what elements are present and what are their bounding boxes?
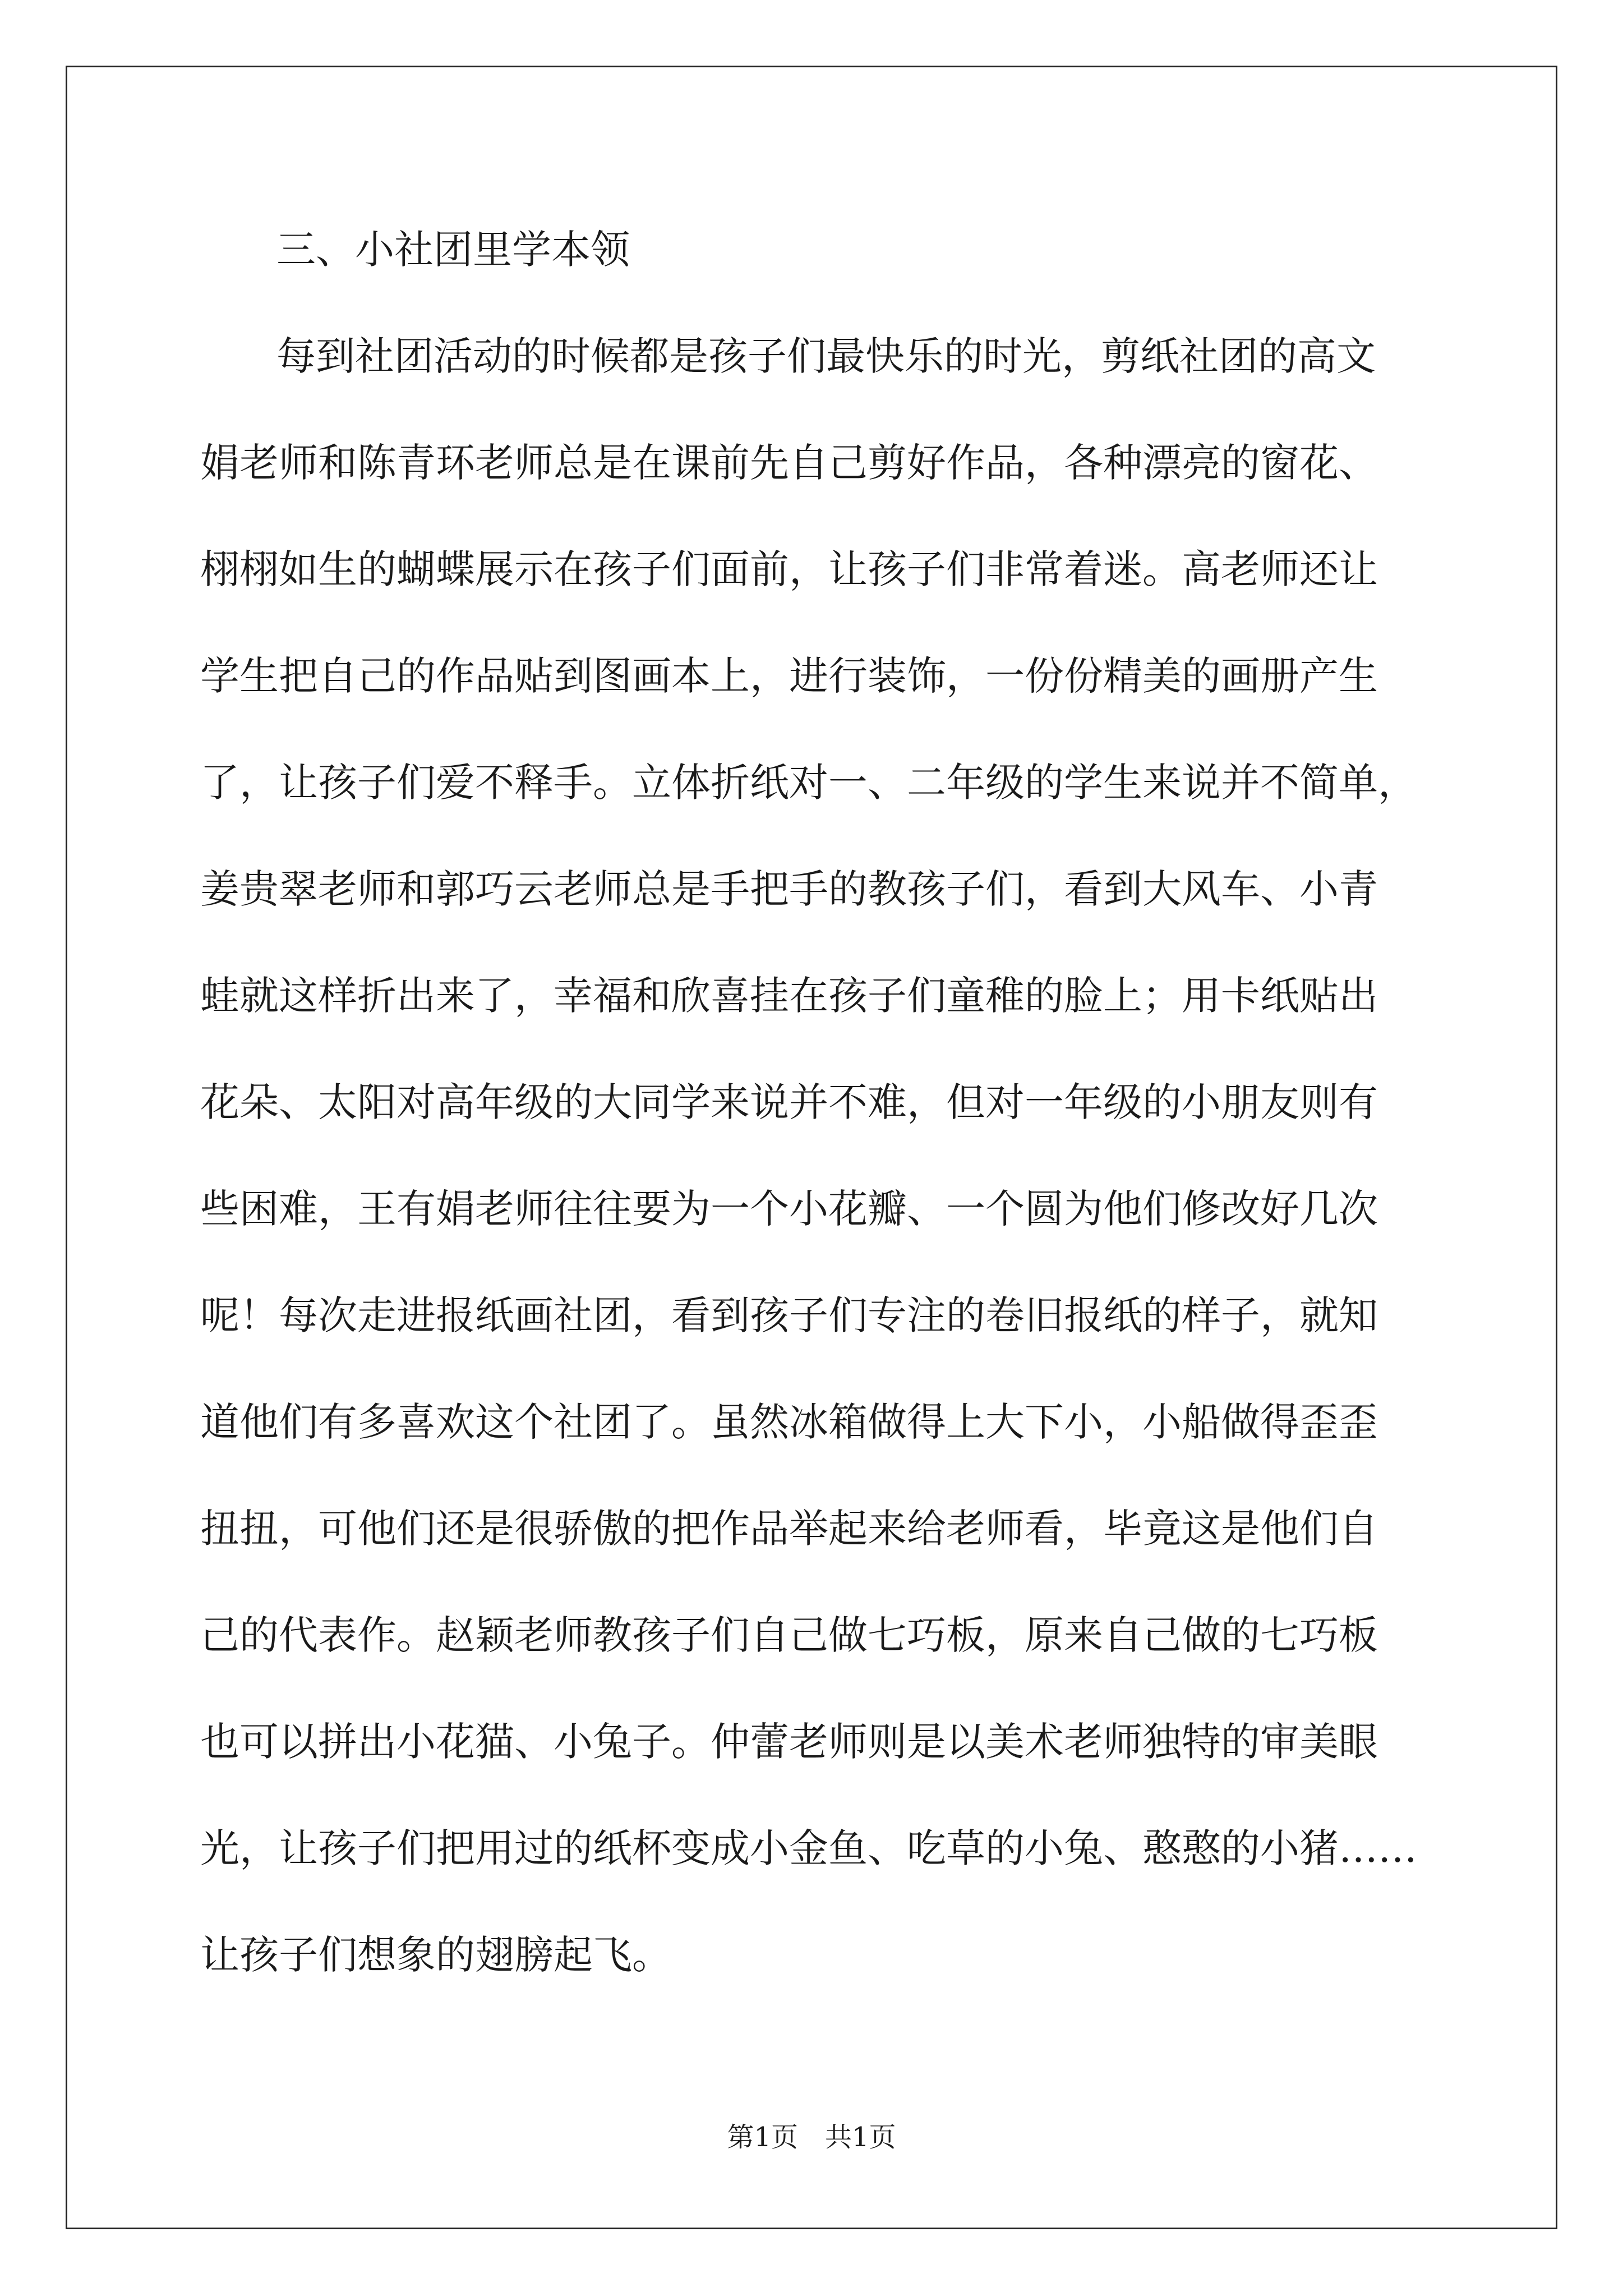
page-number-footer: 第1页 共1页 bbox=[727, 2122, 896, 2153]
page-border bbox=[66, 66, 1557, 2229]
paragraph-line: 栩栩如生的蝴蝶展示在孩子们面前，让孩子们非常着迷。高老师还让 bbox=[200, 546, 1378, 592]
paragraph-line: 花朵、太阳对高年级的大同学来说并不难，但对一年级的小朋友则有 bbox=[200, 1079, 1378, 1125]
paragraph-line: 姜贵翠老师和郭巧云老师总是手把手的教孩子们，看到大风车、小青 bbox=[200, 866, 1378, 912]
paragraph-line: 呢！每次走进报纸画社团，看到孩子们专注的卷旧报纸的样子，就知 bbox=[200, 1292, 1378, 1338]
paragraph-line: 道他们有多喜欢这个社团了。虽然冰箱做得上大下小，小船做得歪歪 bbox=[200, 1399, 1378, 1445]
paragraph-line: 了，让孩子们爱不释手。立体折纸对一、二年级的学生来说并不简单， bbox=[200, 760, 1417, 806]
paragraph-line: 学生把自己的作品贴到图画本上，进行装饰，一份份精美的画册产生 bbox=[200, 653, 1378, 699]
paragraph-line: 己的代表作。赵颖老师教孩子们自己做七巧板，原来自己做的七巧板 bbox=[200, 1612, 1378, 1658]
paragraph-line: 让孩子们想象的翅膀起飞。 bbox=[200, 1932, 671, 1978]
paragraph-line: 也可以拼出小花猫、小兔子。仲蕾老师则是以美术老师独特的审美眼 bbox=[200, 1719, 1378, 1765]
section-heading: 三、小社团里学本领 bbox=[276, 227, 630, 273]
paragraph-line: 蛙就这样折出来了，幸福和欣喜挂在孩子们童稚的脸上；用卡纸贴出 bbox=[200, 973, 1378, 1019]
paragraph-line: 光，让孩子们把用过的纸杯变成小金鱼、吃草的小兔、憨憨的小猪…… bbox=[200, 1825, 1417, 1871]
paragraph-line: 些困难，王有娟老师往往要为一个小花瓣、一个圆为他们修改好几次 bbox=[200, 1186, 1378, 1232]
paragraph-line: 扭扭，可他们还是很骄傲的把作品举起来给老师看，毕竟这是他们自 bbox=[200, 1506, 1378, 1552]
paragraph-line: 每到社团活动的时候都是孩子们最快乐的时光，剪纸社团的高文 bbox=[276, 333, 1376, 379]
paragraph-line: 娟老师和陈青环老师总是在课前先自己剪好作品，各种漂亮的窗花、 bbox=[200, 440, 1378, 486]
